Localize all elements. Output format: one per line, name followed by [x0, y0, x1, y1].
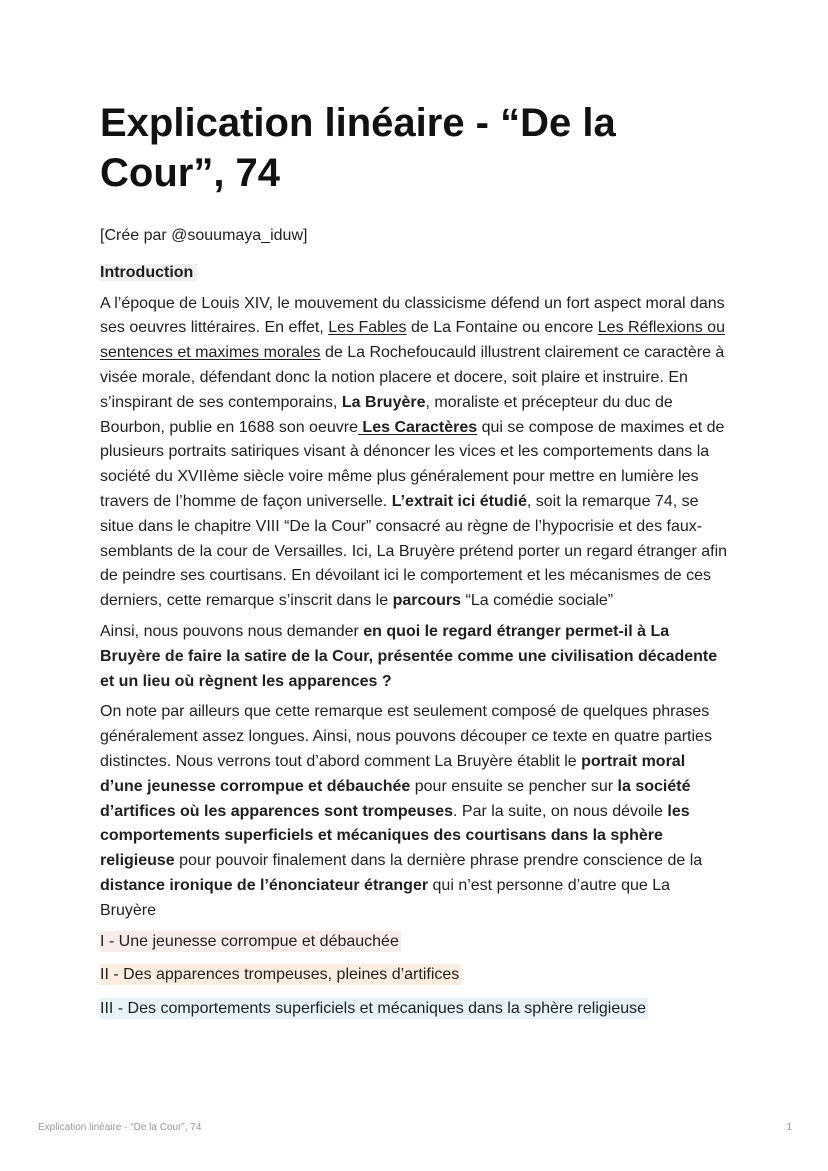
underlined-title: Les Fables	[328, 319, 407, 337]
text-run: pour pouvoir finalement dans la dernière phrase prendre conscience de la	[174, 852, 703, 870]
text-run: pour ensuite se pencher sur	[410, 777, 618, 795]
bold-text: distance ironique de l’énonciateur étranger	[100, 876, 429, 894]
text-run: de La Rochefoucauld illustrent clairement ce caractère à visée morale, défendant donc la notion placere et docere, soit plaire et instruire. En s’inspirant de ses contemporains,	[100, 344, 725, 411]
text-run: de La Fontaine ou encore	[406, 319, 598, 337]
plan-part	[100, 963, 730, 988]
bold-text: portrait moral d’une jeunesse corrompue et débauchée	[100, 752, 686, 795]
paragraph	[100, 292, 730, 614]
text-run: , moraliste et précepteur du duc de Bourbon, publie en 1688 son oeuvre	[100, 393, 673, 436]
bold-text: parcours	[392, 592, 462, 610]
plan-part-label: III - Des comportements superficiels et mécaniques dans la sphère religieuse	[100, 1000, 647, 1018]
underlined-title: Les Réflexions ou sentences et maximes morales	[100, 319, 725, 362]
paragraph	[100, 620, 730, 694]
bold-text: La Bruyère	[341, 393, 426, 411]
text-run: qui n’est personne d’autre que La Bruyère	[100, 876, 671, 919]
text-run: On note par ailleurs que cette remarque est seulement composé de quelques phrases généralement assez longues. Ainsi, nous pouvons découper ce texte en quatre parties distinctes. Nous verrons tout d’abord comment La Bruyère établit le	[100, 703, 712, 770]
bold-text: la société d’artifices où les apparences sont trompeuses	[100, 777, 691, 820]
page-number: 1	[786, 1122, 792, 1133]
paragraph	[100, 700, 730, 923]
footer-title: Explication linéaire - “De la Cour”, 74	[38, 1122, 202, 1133]
text-run: . Par la suite, on nous dévoile	[453, 802, 668, 820]
bold-text: en quoi le regard étranger permet-il à La Bruyère de faire la satire de la Cour, présentée comme une civilisation décadente et un lieu où règnent les apparences ?	[100, 622, 718, 690]
document-page	[100, 98, 730, 1031]
introduction-heading: Introduction	[100, 264, 197, 281]
plan-part	[100, 997, 730, 1022]
text-run: Ainsi, nous pouvons nous demander	[100, 622, 364, 640]
text-run: qui se compose de maximes et de plusieurs portraits satiriques visant à dénoncer les vices et les comportements dans la société du XVIIème siècle voire même plus généralement pour mettre en lumière les travers de l’homme de façon universelle.	[100, 418, 725, 510]
bold-text: les comportements superficiels et mécaniques des courtisans dans la sphère religieuse	[100, 802, 690, 870]
text-run: , soit la remarque 74, se situe dans le chapitre VIII “De la Cour” consacré au règne de l’hypocrisie et des faux-semblants de la cour de Versailles. Ici, La Bruyère prétend porter un regard étranger afin de peindre ses courtisans. En dévoilant ici le comportement et les mécanismes de ces derniers, cette remarque s’inscrit dans le	[100, 492, 728, 610]
page-title: Explication linéaire - “De la Cour”, 74	[100, 101, 616, 195]
bold-text: L’extrait ici étudié	[391, 492, 527, 510]
plan-part	[100, 930, 730, 955]
plan-part-label: II - Des apparences trompeuses, pleines d’artifices	[100, 966, 460, 984]
text-run: “La comédie sociale”	[461, 592, 614, 610]
plan-part-label: I - Une jeunesse corrompue et débauchée	[100, 932, 399, 950]
introduction-body	[100, 292, 730, 924]
introduction-heading-row	[100, 261, 730, 286]
text-run: A l’époque de Louis XIV, le mouvement du classicisme défend un fort aspect moral dans ses oeuvres littéraires. En effet,	[100, 294, 725, 337]
plan-parts	[100, 930, 730, 1022]
author-credit: [Crée par @souumaya_iduw]	[100, 227, 308, 244]
underlined-title: Les Caractères	[357, 418, 478, 436]
